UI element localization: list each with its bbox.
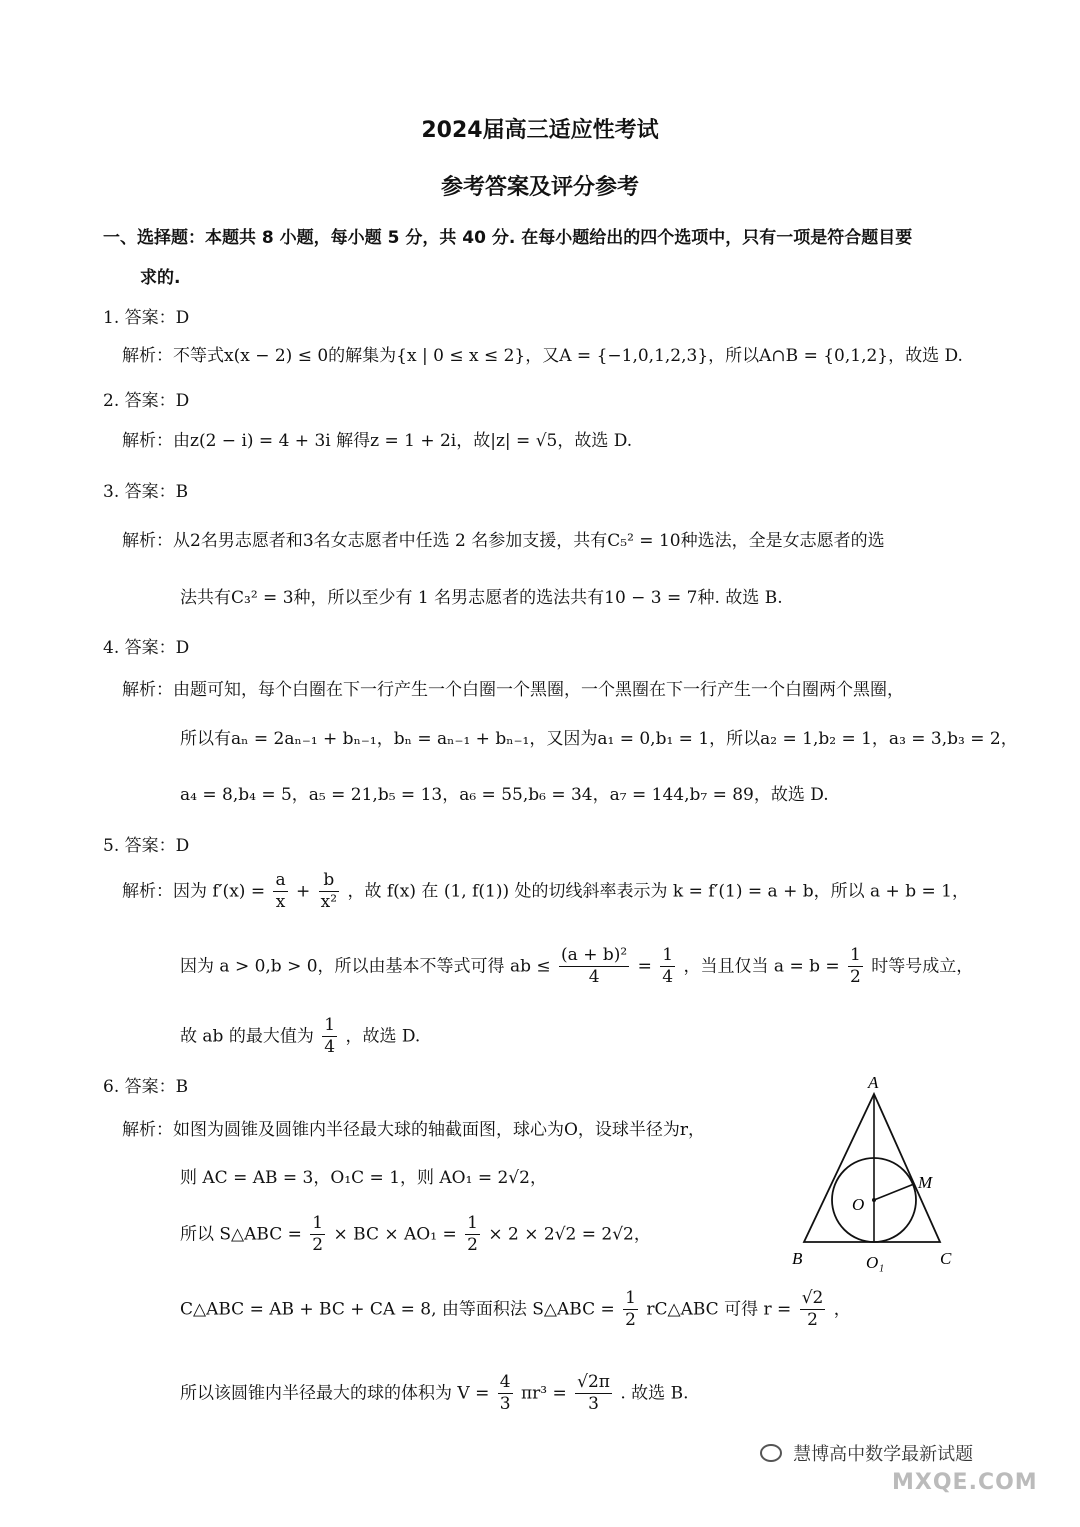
text: 所以 S△ABC = — [180, 1224, 302, 1245]
equals: = — [637, 956, 652, 977]
fraction — [498, 1372, 513, 1416]
triangle-abc — [804, 1094, 940, 1242]
fraction-1-over-2 — [848, 945, 863, 989]
watermark-logo: MXQE.COM — [892, 1470, 1038, 1495]
text: rC△ABC 可得 r = — [646, 1299, 792, 1320]
fraction — [623, 1288, 638, 1332]
text: C△ABC = AB + BC + CA = 8, 由等面积法 S△ABC = — [180, 1299, 615, 1320]
denominator: 4 — [324, 1037, 336, 1058]
text: 解析：因为 — [122, 881, 207, 902]
plus: + — [296, 881, 311, 902]
text: ，故 f(x) 在 (1, f(1)) 处的切线斜率表示为 k = f′(1) = a + b，所以 a + b = 1， — [347, 881, 969, 902]
cone-cross-section-figure — [780, 1072, 970, 1277]
denominator: x — [275, 892, 286, 913]
solution-3-line1: 解析：从2名男志愿者和3名女志愿者中任选 2 名参加支援，共有C₅² = 10种选法，全是女志愿者的选 — [122, 531, 885, 551]
text: × 2 × 2√2 = 2√2， — [488, 1224, 651, 1245]
numerator: b — [319, 870, 339, 892]
watermark — [760, 1440, 1038, 1495]
solution-6-line5 — [180, 1372, 688, 1416]
numerator: 1 — [465, 1213, 480, 1235]
section-heading-cont: 求的. — [140, 268, 181, 288]
solution-5-line2 — [180, 945, 973, 989]
text: 所以该圆锥内半径最大的球的体积为 V = — [180, 1383, 490, 1404]
label-b: B — [792, 1249, 803, 1268]
numerator: 1 — [322, 1015, 337, 1037]
numerator: √2 — [800, 1288, 826, 1310]
answer-label-3: 3. 答案：B — [103, 482, 189, 502]
denominator: 3 — [588, 1394, 599, 1415]
text: 因为 a > 0,b > 0，所以由基本不等式可得 ab ≤ — [180, 956, 551, 977]
denominator: x² — [320, 892, 338, 913]
label-o: O — [852, 1195, 865, 1214]
text: ，故选 D. — [345, 1026, 421, 1047]
solution-4-line1: 解析：由题可知，每个白圈在下一行产生一个白圈一个黑圈，一个黑圈在下一行产生一个白圈两个黑圈， — [122, 680, 904, 700]
solution-6-line3 — [180, 1213, 651, 1257]
center-dot — [872, 1198, 876, 1202]
text: 故 ab 的最大值为 — [180, 1026, 314, 1047]
fraction-radius — [800, 1288, 826, 1332]
text: 时等号成立， — [871, 956, 974, 977]
fraction-b-over-x2 — [319, 870, 339, 914]
page-subtitle: 参考答案及评分参考 — [440, 175, 639, 200]
text: × BC × AO₁ = — [333, 1224, 457, 1245]
wechat-icon — [760, 1444, 782, 1462]
solution-3-line2: 法共有C₃² = 3种，所以至少有 1 名男志愿者的选法共有10 − 3 = 7种. 故选 B. — [180, 588, 783, 608]
label-c: C — [940, 1249, 952, 1268]
denominator: 3 — [499, 1394, 511, 1415]
fraction-a-over-x — [273, 870, 287, 914]
text: . 故选 B. — [620, 1383, 689, 1404]
solution-6-line4 — [180, 1288, 851, 1332]
section-heading: 一、选择题：本题共 8 小题，每小题 5 分，共 40 分. 在每小题给出的四个选项中，只有一项是符合题目要 — [103, 228, 913, 248]
page-title: 2024届高三适应性考试 — [421, 118, 659, 143]
numerator: √2π — [575, 1372, 612, 1394]
numerator: 1 — [848, 945, 863, 967]
solution-1: 解析：不等式x(x − 2) ≤ 0的解集为{x | 0 ≤ x ≤ 2}，又A = {−1,0,1,2,3}，所以A∩B = {0,1,2}，故选 D. — [122, 346, 963, 366]
answer-label-1: 1. 答案：D — [103, 308, 190, 328]
fraction — [310, 1213, 325, 1257]
answer-label-5: 5. 答案：D — [103, 836, 190, 856]
numerator: (a + b)² — [559, 945, 629, 967]
numerator: 1 — [623, 1288, 638, 1310]
solution-5-line1 — [122, 870, 969, 914]
answer-label-6: 6. 答案：B — [103, 1077, 189, 1097]
denominator: 2 — [312, 1235, 324, 1256]
denominator: 2 — [625, 1310, 636, 1331]
text: ， — [833, 1299, 851, 1320]
numerator: a — [273, 870, 287, 892]
answer-label-4: 4. 答案：D — [103, 638, 190, 658]
solution-6-line1: 解析：如图为圆锥及圆锥内半径最大球的轴截面图，球心为O，设球半径为r， — [122, 1120, 706, 1140]
formula: f′(x) = — [212, 881, 266, 902]
solution-4-line3: a₄ = 8,b₄ = 5，a₅ = 21,b₅ = 13，a₆ = 55,b₆ = 34，a₇ = 144,b₇ = 89，故选 D. — [180, 785, 829, 805]
answer-label-2: 2. 答案：D — [103, 391, 190, 411]
watermark-text: 慧博高中数学最新试题 — [793, 1444, 974, 1465]
fraction-square-over-4 — [559, 945, 629, 989]
denominator: 2 — [850, 967, 861, 988]
fraction-max — [322, 1015, 337, 1059]
fraction-volume — [575, 1372, 612, 1416]
solution-6-line2: 则 AC = AB = 3，O₁C = 1，则 AO₁ = 2√2， — [180, 1168, 547, 1188]
text: πr³ = — [520, 1383, 567, 1404]
label-m: M — [918, 1173, 933, 1192]
denominator: 2 — [467, 1235, 478, 1256]
numerator: 1 — [660, 945, 675, 967]
denominator: 4 — [662, 967, 674, 988]
label-o1: O₁ — [866, 1253, 885, 1272]
solution-2: 解析：由z(2 − i) = 4 + 3i 解得z = 1 + 2i，故|z| = √5，故选 D. — [122, 431, 633, 451]
solution-5-line3 — [180, 1015, 420, 1059]
denominator: 4 — [588, 967, 600, 988]
fraction — [465, 1213, 480, 1257]
text: ，当且仅当 a = b = — [683, 956, 840, 977]
radius-om — [874, 1184, 914, 1200]
numerator: 1 — [310, 1213, 325, 1235]
fraction-1-over-4 — [660, 945, 675, 989]
denominator: 2 — [807, 1310, 818, 1331]
label-a: A — [868, 1073, 879, 1092]
solution-4-line2: 所以有aₙ = 2aₙ₋₁ + bₙ₋₁，bₙ = aₙ₋₁ + bₙ₋₁，又因为a₁ = 0,b₁ = 1，所以a₂ = 1,b₂ = 1，a₃ = 3,b₃ = 2， — [180, 729, 1018, 749]
numerator: 4 — [498, 1372, 513, 1394]
